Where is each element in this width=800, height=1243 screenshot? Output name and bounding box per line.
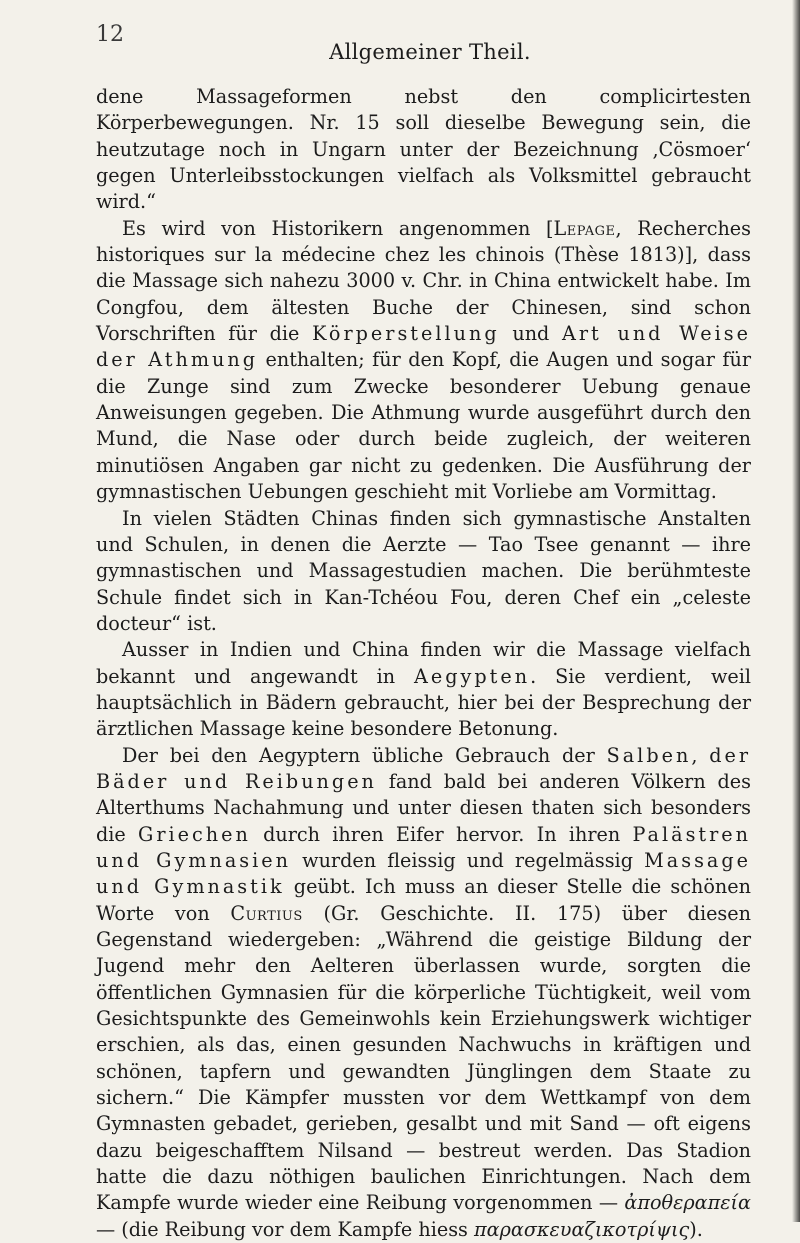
emphasis: Körperstellung (312, 322, 500, 346)
page-number: 12 (96, 22, 124, 47)
emphasis: Salben (606, 743, 692, 767)
author-name: Lepage (553, 216, 616, 240)
author-name: Curtius (230, 901, 303, 925)
paragraph: dene Massageformen nebst den complicirtesten Körperbewegungen. Nr. 15 soll dieselbe Bewegung sein, die heutzutage noch in Ungarn unter der Bezeichnung ‚Cösmoer‘ gegen Unterleibsstockungen vielfach als Volksmittel gebraucht wird.“ (96, 85, 751, 214)
greek-term: παρασκευαζικοτρίψις (474, 1217, 690, 1241)
greek-term: ἀποθεραπεία (624, 1191, 751, 1215)
emphasis: Massage und Gymnastik (96, 848, 751, 899)
paragraph: Ausser in Indien und China finden wir die Massage vielfach bekannt und angewandt in Aegypten. Sie verdient, weil hauptsächlich in Bädern gebraucht, hier bei der Besprechung der ärztlichen Massage keine besondere Betonung. (96, 638, 751, 741)
emphasis: Griechen (138, 822, 251, 846)
page-edge-shadow (792, 0, 800, 1222)
emphasis: Art und Weise der Athmung (96, 322, 751, 372)
paragraph: Der bei den Aegyptern übliche Gebrauch der Salben, der Bäder und Reibungen fand bald bei anderen Völkern des Alterthums Nachahmung und unter diesen thaten sich besonders die Griechen durch ihren Eifer hervor. In ihren Palästren und Gymnasien wurden fleissig und regelmässig Massage und Gymnastik geübt. Ich muss an dieser Stelle die schönen Worte von Curtius (Gr. Geschichte. II. 175) über diesen Gegenstand wiedergeben: „Während die geistige Bildung der Jugend mehr den Aelteren überlassen wurde, sorgten die öffentlichen Gymnasien für die körperliche Tüchtigkeit, weil vom Gesichtspunkte des Gemeinwohls kein Erziehungswerk wichtiger erschien, als das, einen gesunden Nachwuchs in kräftigen und schönen, tapfern und gewandten Jünglingen dem Staate zu sichern.“ Die Kämpfer mussten vor dem Wettkampf von dem Gymnasten gebadet, gerieben, gesalbt und mit Sand — oft eigens dazu beigeschafftem Nilsand — bestreut werden. Das Stadion hatte die dazu nöthigen baulichen Einrichtungen. Nach dem Kampfe wurde wieder eine Reibung vorgenommen — ἀποθεραπεία — (die Reibung vor dem Kampfe hiess παρασκευαζικοτρίψις). (96, 743, 752, 1241)
running-head: Allgemeiner Theil. (329, 40, 531, 64)
emphasis: Palästren und Gymnasien (96, 822, 752, 872)
emphasis: Aegypten (414, 664, 531, 688)
paragraph: In vielen Städten Chinas finden sich gymnastische Anstalten und Schulen, in denen die Aerzte — Tao Tsee genannt — ihre gymnastischen und Massagestudien machen. Die berühmteste Schule findet sich in Kan-Tchéou Fou, deren Chef ein „celeste docteur“ ist. (96, 506, 751, 635)
paragraph: Es wird von Historikern angenommen [Lepage, Recherches historiques sur la médecine chez les chinois (Thèse 1813)], dass die Massage sich nahezu 3000 v. Chr. in China entwickelt habe. Im Congfou, dem ältesten Buche der Chinesen, sind schon Vorschriften für die Körperstellung und Art und Weise der Athmung enthalten; für den Kopf, die Augen und sogar für die Zunge sind zum Zwecke besonderer Uebung genaue Anweisungen gegeben. Die Athmung wurde ausgeführt durch den Mund, die Nase oder durch beide zugleich, der weiteren minutiösen Angaben gar nicht zu gedenken. Die Ausführung der gymnastischen Uebungen geschieht mit Vorliebe am Vormittag. (96, 216, 752, 504)
emphasis: der Bäder und Reibungen (96, 743, 752, 793)
body-text (96, 84, 751, 1243)
